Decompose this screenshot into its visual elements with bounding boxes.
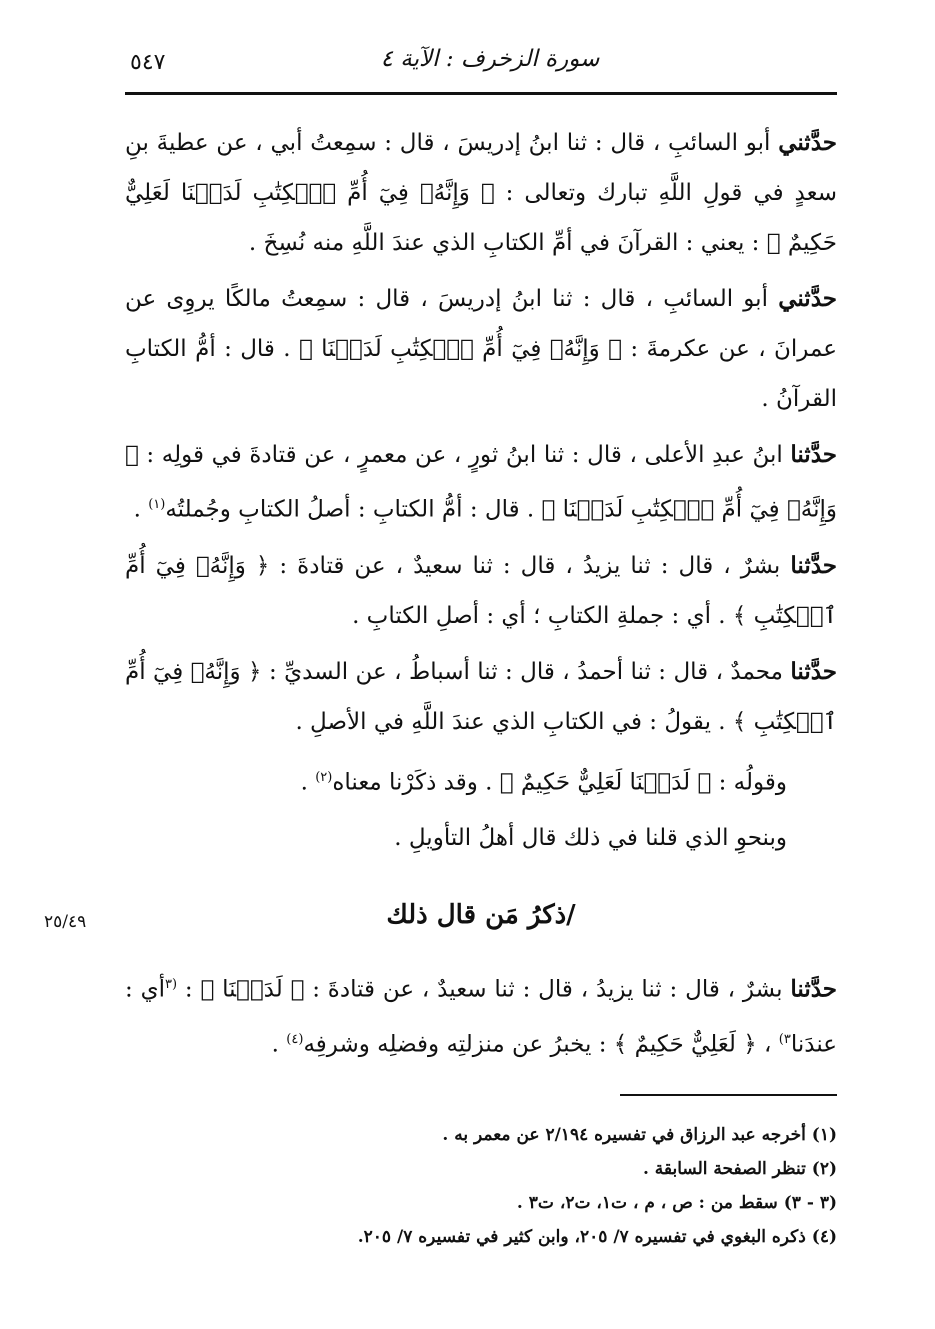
paragraph-text: وقولُه : ﴿ لَدَيۡنَا لَعَلِيٌّ حَكِيمٌ ﴾ . وقد ذكَرْنا معناه — [332, 769, 787, 796]
section-title: /ذكرُ مَن قال ذلك — [386, 900, 576, 930]
paragraph-text: بشرٌ ، قال : ثنا يزيدُ ، قال : ثنا سعيدٌ ، عن قتادةَ : ﴿ وَإِنَّهُۥ فِيٓ أُمِّ ٱلۡكِتَٰبِ ﴾ . أي : جملةِ الكتابِ ؛ أي : أصلِ الكتابِ . — [125, 552, 837, 629]
section-text — [125, 960, 837, 1075]
paragraph-text: أبو السائبِ ، قال : ثنا ابنُ إدريسَ ، قال : سمِعتُ مالكًا يروِى عن عمرانَ ، عن عكرمةَ : ﴿ وَإِنَّهُۥ فِيٓ أُمِّ ٱلۡكِتَٰبِ لَدَيۡنَا ﴾ . قال : أمُّ الكتابِ القرآنُ . — [125, 286, 837, 412]
section-heading-block — [125, 900, 837, 930]
footnote: (٣ - ٣) سقط من : ص ، م ، ت١، ت٢، ت٣ . — [516, 1193, 837, 1213]
footnote-ref: (٢) — [315, 769, 333, 785]
paragraph-text: ابنُ عبدِ الأعلى ، قال : ثنا ابنُ ثورٍ ، عن معمرٍ ، عن قتادةَ في قولِه : ﴿ وَإِنَّهُۥ فِيٓ أُمِّ ٱلۡكِتَٰبِ لَدَيۡنَا ﴾ . قال : أمُّ الكتابِ : أصلُ الكتابِ وجُملتُه — [125, 442, 837, 523]
paragraph-lead: حدَّثنا — [790, 551, 838, 579]
paragraph — [125, 430, 837, 535]
paragraph-tail: . — [133, 496, 149, 523]
header-rule — [125, 92, 837, 95]
paragraph-lead: حدَّثني — [778, 129, 837, 156]
paragraph-text: أي : عندَنا — [125, 976, 837, 1058]
footnote-ref: (٤) — [286, 1031, 304, 1047]
paragraph — [125, 541, 837, 641]
footnotes — [125, 1118, 837, 1254]
paragraph — [125, 813, 837, 863]
page-number: ٥٤٧ — [130, 50, 166, 75]
paragraph-tail: . — [271, 1031, 287, 1058]
paragraph — [125, 118, 837, 268]
paragraph-lead: حدَّثنا — [790, 441, 837, 468]
paragraph-lead: حدَّثني — [778, 285, 837, 312]
paragraph-text: وبنحوِ الذي قلنا في ذلك قال أهلُ التأويلِ . — [394, 825, 787, 852]
footnote-ref: (١) — [148, 497, 166, 512]
paragraph-text: ، ﴿ لَعَلِيٌّ حَكِيمٌ ﴾ : يخبرُ عن منزلتِه وفضلِه وشرفِه — [303, 1031, 779, 1058]
footnote-ref: ٣) — [778, 1031, 791, 1047]
paragraph-tail: . — [300, 769, 316, 796]
paragraph — [125, 753, 837, 808]
paragraph — [125, 960, 837, 1069]
paragraph-lead: حدَّثنا — [790, 657, 838, 685]
paragraph — [125, 647, 837, 747]
paragraph-text: محمدٌ ، قال : ثنا أحمدُ ، قال : ثنا أسباطُ ، عن السديِّ : ﴿ وَإِنَّهُۥ فِيٓ أُمِّ ٱلۡكِتَٰبِ ﴾ . يقولُ : في الكتابِ الذي عندَ اللَّهِ في الأصلِ . — [125, 658, 837, 735]
footnote-rule — [620, 1094, 837, 1096]
margin-reference: ٢٥/٤٩ — [44, 912, 87, 932]
footnote-ref: (٣ — [164, 977, 178, 992]
paragraph-text: بشرٌ ، قال : ثنا يزيدُ ، قال : ثنا سعيدٌ ، عن قتادةَ : ﴿ لَدَيۡنَا ﴾ : — [184, 976, 783, 1003]
running-header: سورة الزخرف : الآية ٤ — [380, 46, 600, 72]
footnote: (٤) ذكره البغوي في تفسيره ٧/ ٢٠٥، وابن كثير في تفسيره ٧/ ٢٠٥. — [357, 1227, 837, 1247]
main-text — [125, 118, 837, 869]
footnote: (٢) تنظر الصفحة السابقة . — [642, 1159, 837, 1179]
footnote: (١) أخرجه عبد الرزاق في تفسيره ٢/١٩٤ عن معمر به . — [442, 1125, 837, 1145]
paragraph-lead: حدَّثنا — [790, 975, 838, 1003]
paragraph-text: أبو السائبِ ، قال : ثنا ابنُ إدريسَ ، قال : سمِعتُ أبي ، عن عطيةَ بنِ سعدٍ في قولِ اللَّهِ تبارك وتعالى : ﴿ وَإِنَّهُۥ فِيٓ أُمِّ ٱلۡكِتَٰبِ لَدَيۡنَا لَعَلِيٌّ حَكِيمٌ ﴾ : يعني : القرآنَ في أمِّ الكتابِ الذي عندَ اللَّهِ منه نُسِخَ . — [125, 130, 837, 256]
paragraph — [125, 274, 837, 424]
